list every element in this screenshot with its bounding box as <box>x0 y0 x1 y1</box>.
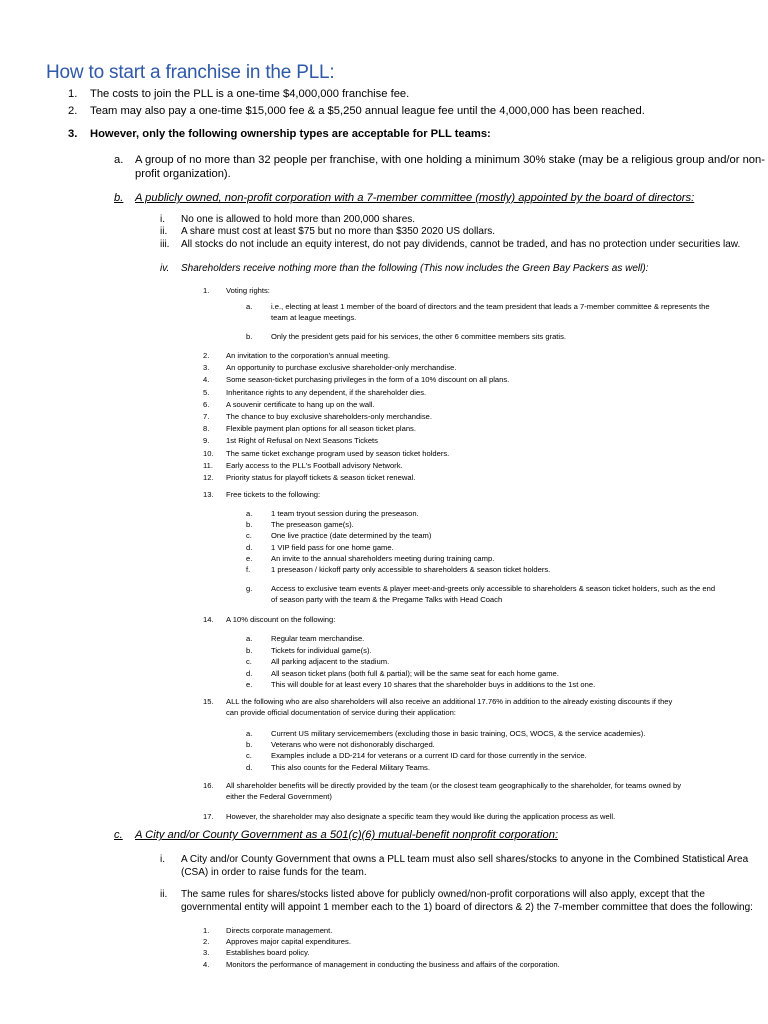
discount-sub-text: Tickets for individual game(s). <box>271 645 372 655</box>
free-sub-number: a. <box>246 509 253 518</box>
c-roman-text-cont: (CSA) in order to raise funds for the team. <box>181 867 367 878</box>
military-sub-text: Current US military servicemembers (excluding those in basic training, OCS, WOCS, & the service academies). <box>271 729 646 738</box>
voting-text: Voting rights: <box>226 286 270 295</box>
benefit-number: 8. <box>203 424 210 434</box>
military-sub-number: c. <box>246 751 252 761</box>
benefit-text: Some season-ticket purchasing privileges in the form of a 10% discount on all plans. <box>226 375 510 385</box>
b-roman-number: iv. <box>160 263 170 274</box>
benefit-text: The same ticket exchange program used by season ticket holders. <box>226 448 450 458</box>
top-item-text: However, only the following ownership types are acceptable for PLL teams: <box>90 128 491 140</box>
ownership-a-number: a. <box>114 154 124 166</box>
c-roman-text-cont: governmental entity will appoint 1 member each to the 1) board of directors & 2) the 7-member committee that does the following: <box>181 902 753 913</box>
free-sub-text: 1 preseason / kickoff party only accessible to shareholders & season ticket holders. <box>271 565 551 574</box>
military-text-cont: can provide official documentation of service during their application: <box>226 708 456 717</box>
free-sub-text: 1 team tryout session during the preseason. <box>271 509 419 518</box>
ownership-b-text: A publicly owned, non-profit corporation with a 7-member committee (mostly) appointed by the board of directors: <box>135 192 695 204</box>
duty-number: 3. <box>203 948 210 958</box>
duty-text: Directs corporate management. <box>226 926 333 935</box>
voting-sub-text: i.e., electing at least 1 member of the board of directors and the team president that leads a 7-member committee & represents the <box>271 302 710 311</box>
benefit-text: Inheritance rights to any dependent, if the shareholder dies. <box>226 387 427 397</box>
discount-sub-text: All season ticket plans (both full & partial); will be the same seat for each home game. <box>271 668 559 678</box>
free-sub-g-number: g. <box>246 584 253 593</box>
item-16-text: All shareholder benefits will be directly provided by the team (or the closest team geographically to the shareholder, for teams owned by <box>226 781 682 790</box>
discount-sub-text: Regular team merchandise. <box>271 634 365 643</box>
top-item-number: 3. <box>68 128 78 140</box>
duty-number: 1. <box>203 926 210 935</box>
c-roman-number: i. <box>160 854 165 865</box>
military-sub-number: a. <box>246 729 253 738</box>
free-sub-number: b. <box>246 520 253 530</box>
free-sub-number: e. <box>246 553 253 563</box>
benefit-text: An opportunity to purchase exclusive shareholder-only merchandise. <box>226 363 457 373</box>
c-roman-number: ii. <box>160 889 168 900</box>
free-sub-number: d. <box>246 542 253 552</box>
voting-sub-text-cont: team at league meetings. <box>271 313 357 322</box>
benefit-text: The chance to buy exclusive shareholders-only merchandise. <box>226 412 432 421</box>
military-sub-text: Veterans who were not dishonorably discharged. <box>271 740 435 750</box>
ownership-c-text: A City and/or County Government as a 501(c)(6) mutual-benefit nonprofit corporation: <box>135 829 559 841</box>
free-tickets-text: Free tickets to the following: <box>226 490 321 499</box>
discount-sub-number: b. <box>246 645 253 655</box>
free-sub-text: One live practice (date determined by the team) <box>271 531 432 541</box>
b-roman-number: i. <box>160 214 165 225</box>
free-sub-text: The preseason game(s). <box>271 520 354 530</box>
discount-sub-text: All parking adjacent to the stadium. <box>271 657 390 666</box>
ownership-a-text: A group of no more than 32 people per franchise, with one holding a minimum 30% stake (may be a religious group and/or non- <box>135 154 765 166</box>
voting-sub-number: b. <box>246 332 253 341</box>
duty-number: 2. <box>203 937 210 947</box>
benefit-number: 12. <box>203 473 214 482</box>
free-tickets-number: 13. <box>203 490 214 499</box>
benefit-text: Priority status for playoff tickets & season ticket renewal. <box>226 473 416 482</box>
military-sub-number: d. <box>246 762 253 772</box>
b-roman-text: A share must cost at least $75 but no more than $350 2020 US dollars. <box>181 226 496 237</box>
discount-sub-number: a. <box>246 634 253 643</box>
duty-number: 4. <box>203 959 210 969</box>
discount-number: 14. <box>203 615 214 624</box>
top-item-number: 2. <box>68 105 78 117</box>
top-item-number: 1. <box>68 88 78 100</box>
military-text: ALL the following who are also shareholders will also receive an additional 17.76% in addition to the already existing discounts if they <box>226 697 673 706</box>
benefit-text: Early access to the PLL's Football advisory Network. <box>226 460 403 470</box>
military-sub-text: Examples include a DD-214 for veterans or a current ID card for those currently in the service. <box>271 751 587 761</box>
duty-text: Establishes board policy. <box>226 948 310 958</box>
item-16-text-cont: either the Federal Government) <box>226 792 332 801</box>
free-sub-text: 1 VIP field pass for one home game. <box>271 542 394 552</box>
c-roman-text: The same rules for shares/stocks listed above for publicly owned/non-profit corporations will also apply, except that the <box>181 889 705 900</box>
c-roman-text: A City and/or County Government that owns a PLL team must also sell shares/stocks to anyone in the Combined Statistical Area <box>181 854 749 865</box>
benefit-number: 5. <box>203 387 210 397</box>
top-item-text: The costs to join the PLL is a one-time $4,000,000 franchise fee. <box>90 88 410 100</box>
voting-sub-number: a. <box>246 302 253 311</box>
b-roman-text: All stocks do not include an equity interest, do not pay dividends, cannot be traded, and has no protection under securities law. <box>181 239 741 250</box>
benefit-text: Flexible payment plan options for all season ticket plans. <box>226 424 416 434</box>
benefit-number: 11. <box>203 460 213 470</box>
discount-sub-number: e. <box>246 680 253 689</box>
discount-sub-number: c. <box>246 657 252 666</box>
page-title: How to start a franchise in the PLL: <box>46 62 335 83</box>
duty-text: Approves major capital expenditures. <box>226 937 351 947</box>
discount-sub-number: d. <box>246 668 253 678</box>
benefit-text: A souvenir certificate to hang up on the wall. <box>226 399 375 409</box>
free-sub-g-text: Access to exclusive team events & player meet-and-greets only accessible to shareholders & season ticket holders, such as the end <box>271 584 716 593</box>
free-sub-number: f. <box>246 565 251 574</box>
free-sub-g-text-cont: of season party with the team & the Pregame Talks with Head Coach <box>271 595 503 604</box>
item-17-number: 17. <box>203 812 214 821</box>
free-sub-number: c. <box>246 531 252 541</box>
benefit-number: 2. <box>203 351 210 360</box>
b-roman-text: No one is allowed to hold more than 200,000 shares. <box>181 214 416 225</box>
benefit-number: 10. <box>203 448 214 458</box>
benefit-number: 7. <box>203 412 210 421</box>
ownership-a-text-cont: profit organization). <box>135 168 231 180</box>
discount-text: A 10% discount on the following: <box>226 615 336 624</box>
b-roman-number: iii. <box>160 239 170 250</box>
b-roman-number: ii. <box>160 226 168 237</box>
military-sub-number: b. <box>246 740 253 750</box>
benefit-number: 6. <box>203 399 210 409</box>
benefit-number: 9. <box>203 436 210 446</box>
item-17-text: However, the shareholder may also designate a specific team they would like during the application process as well. <box>226 812 616 821</box>
item-16-number: 16. <box>203 781 214 790</box>
b-roman-text: Shareholders receive nothing more than the following (This now includes the Green Bay Packers as well): <box>181 263 649 274</box>
voting-number: 1. <box>203 286 210 295</box>
duty-text: Monitors the performance of management in conducting the business and affairs of the corporation. <box>226 959 560 969</box>
ownership-b-number: b. <box>114 192 124 204</box>
discount-sub-text: This will double for at least every 10 shares that the shareholder buys in additions to the 1st one. <box>271 680 596 689</box>
benefit-text: 1st Right of Refusal on Next Seasons Tickets <box>226 436 378 446</box>
voting-sub-text: Only the president gets paid for his services, the other 6 committee members sits gratis. <box>271 332 567 341</box>
benefit-number: 3. <box>203 363 210 373</box>
ownership-c-number: c. <box>114 829 123 841</box>
benefit-number: 4. <box>203 375 210 385</box>
free-sub-text: An invite to the annual shareholders meeting during training camp. <box>271 553 495 563</box>
military-number: 15. <box>203 697 214 706</box>
benefit-text: An invitation to the corporation's annual meeting. <box>226 351 390 360</box>
top-item-text: Team may also pay a one-time $15,000 fee & a $5,250 annual league fee until the 4,000,000 has been reached. <box>90 105 645 117</box>
military-sub-text: This also counts for the Federal Military Teams. <box>271 762 430 772</box>
